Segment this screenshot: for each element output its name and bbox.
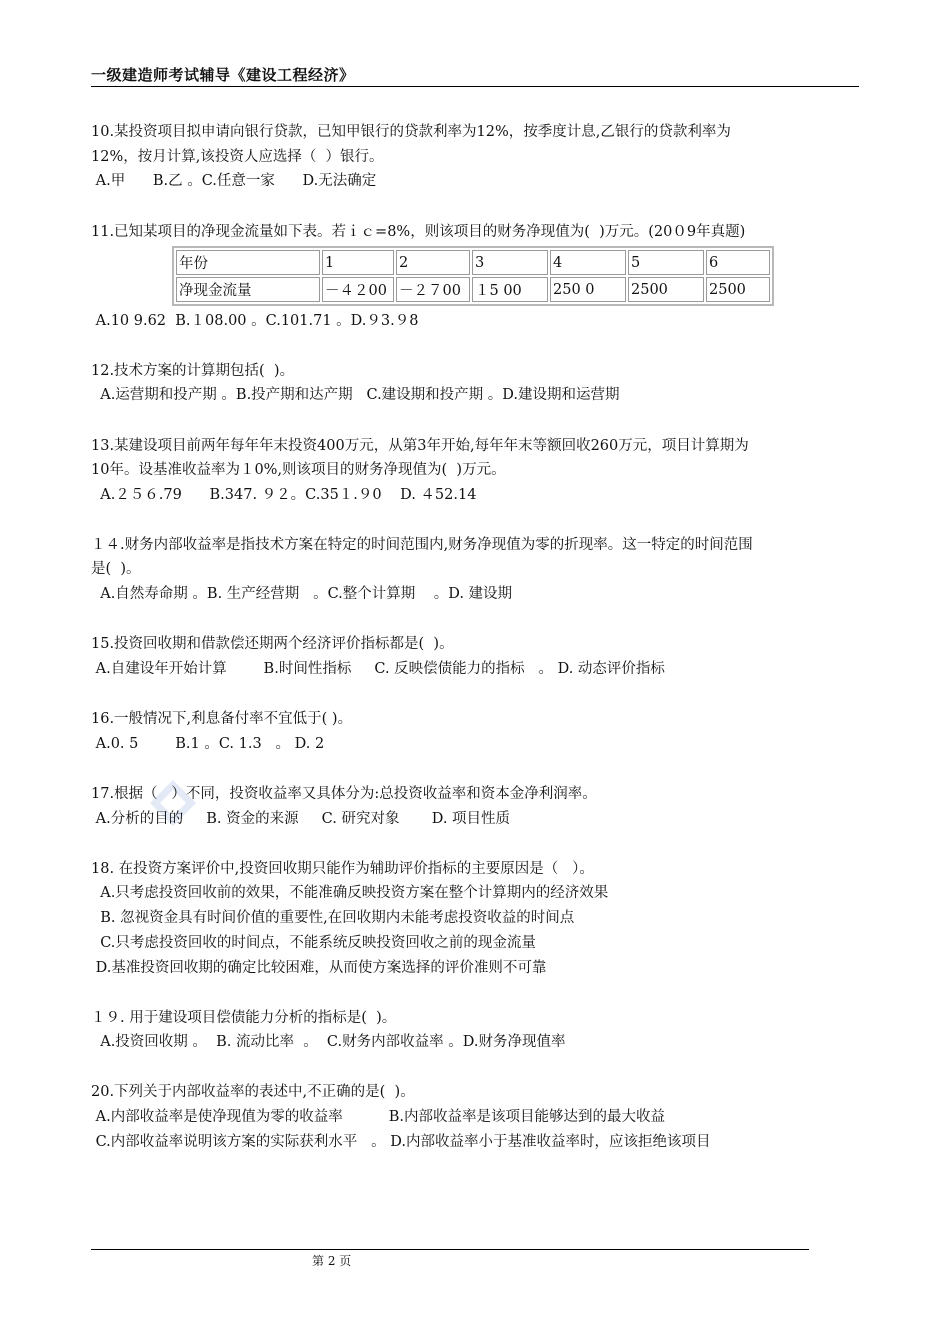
q20-options-cd: C.内部收益率说明该方案的实际获利水平 。 D.内部收益率小于基准收益率时，应该拒绝该项目 <box>91 1134 711 1150</box>
table-cell: 4 <box>550 250 626 275</box>
q20-stem: 20.下列关于内部收益率的表述中,不正确的是( )。 <box>91 1084 415 1100</box>
q17-stem: 17.根据（ ）不同，投资收益率又具体分为:总投资收益率和资本金净利润率。 <box>91 786 597 802</box>
q16-options: A.0. 5 B.1 。C. 1.3 。 D. 2 <box>91 736 325 752</box>
q13-stem-line1: 13.某建设项目前两年每年年末投资400万元，从第3年开始,每年年末等额回收260万元，项目计算期为 <box>91 438 749 454</box>
q14-stem-line2: 是( )。 <box>91 561 141 577</box>
page-number: 第 2 页 <box>312 1254 352 1268</box>
table-cell: 3 <box>472 250 548 275</box>
q13-options: A.２５６.79 B.347. ９２。C.35１.９0 D. ４52.14 <box>91 487 477 503</box>
q12-stem: 12.技术方案的计算期包括( )。 <box>91 363 295 379</box>
q18-option-b: B. 忽视资金具有时间价值的重要性,在回收期内未能考虑投资收益的时间点 <box>91 910 575 926</box>
table-cell: 1 <box>322 250 394 275</box>
q14-stem-line1: １４.财务内部收益率是指技术方案在特定的时间范围内,财务净现值为零的折现率。这一特定的时间范围 <box>91 537 753 553</box>
header-title: 一级建造师考试辅导《建设工程经济》 <box>91 66 355 84</box>
q10-stem-line1: 10.某投资项目拟申请向银行贷款，已知甲银行的贷款利率为12%，按季度计息,乙银行的贷款利率为 <box>91 124 731 140</box>
q17-options: A.分析的目的 B. 资金的来源 C. 研究对象 D. 项目性质 <box>91 811 511 827</box>
q10-stem-line2: 12%，按月计算,该投资人应选择（ ）银行。 <box>91 149 384 165</box>
table-cell: 250 0 <box>550 277 626 302</box>
table-row <box>176 277 770 302</box>
cash-flow-table <box>172 246 774 306</box>
q16-stem: 16.一般情况下,利息备付率不宜低于( )。 <box>91 711 353 727</box>
q19-options: A.投资回收期 。 B. 流动比率 。 C.财务内部收益率 。D.财务净现值率 <box>91 1034 566 1050</box>
q18-option-d: D.基准投资回收期的确定比较困难，从而使方案选择的评价准则不可靠 <box>91 960 547 976</box>
table-cell: 5 <box>628 250 704 275</box>
table-cell: －４２00 <box>322 277 394 302</box>
q11-options: A.10 9.62 B.１08.00 。C.101.71 。D.９3.９8 <box>91 313 419 329</box>
table-cell: 6 <box>706 250 770 275</box>
table-cell: －２７00 <box>396 277 470 302</box>
header-rule <box>91 86 859 87</box>
q13-stem-line2: 10年。设基准收益率为１0%,则该项目的财务净现值为( )万元。 <box>91 462 506 478</box>
table-cell: 2500 <box>706 277 770 302</box>
table-cell: 净现金流量 <box>176 277 320 302</box>
q19-stem: １９. 用于建设项目偿债能力分析的指标是( )。 <box>91 1010 397 1026</box>
q20-options-ab: A.内部收益率是使净现值为零的收益率 B.内部收益率是该项目能够达到的最大收益 <box>91 1109 666 1125</box>
q12-options: A.运营期和投产期 。B.投产期和达产期 C.建设期和投产期 。D.建设期和运营期 <box>91 387 620 403</box>
q18-option-a: A.只考虑投资回收前的效果，不能准确反映投资方案在整个计算期内的经济效果 <box>91 885 609 901</box>
q11-stem: 11.已知某项目的净现金流量如下表。若ｉｃ=8%，则该项目的财务净现值为( )万元。(20０9年真题) <box>91 224 746 240</box>
q18-stem: 18. 在投资方案评价中,投资回收期只能作为辅助评价指标的主要原因是（ ）。 <box>91 861 594 877</box>
table-cell: 2500 <box>628 277 704 302</box>
q10-options: A.甲 B.乙 。C.任意一家 D.无法确定 <box>91 173 377 189</box>
table-cell: 2 <box>396 250 470 275</box>
table-cell: 年份 <box>176 250 320 275</box>
q14-options: A.自然寿命期 。B. 生产经营期 。C.整个计算期 。D. 建设期 <box>91 586 513 602</box>
q18-option-c: C.只考虑投资回收的时间点，不能系统反映投资回收之前的现金流量 <box>91 935 536 951</box>
q15-stem: 15.投资回收期和借款偿还期两个经济评价指标都是( )。 <box>91 636 454 652</box>
table-row <box>176 250 770 275</box>
footer-rule <box>91 1249 809 1250</box>
table-cell: １5 00 <box>472 277 548 302</box>
q15-options: A.自建设年开始计算 B.时间性指标 C. 反映偿债能力的指标 。 D. 动态评价指标 <box>91 661 665 677</box>
